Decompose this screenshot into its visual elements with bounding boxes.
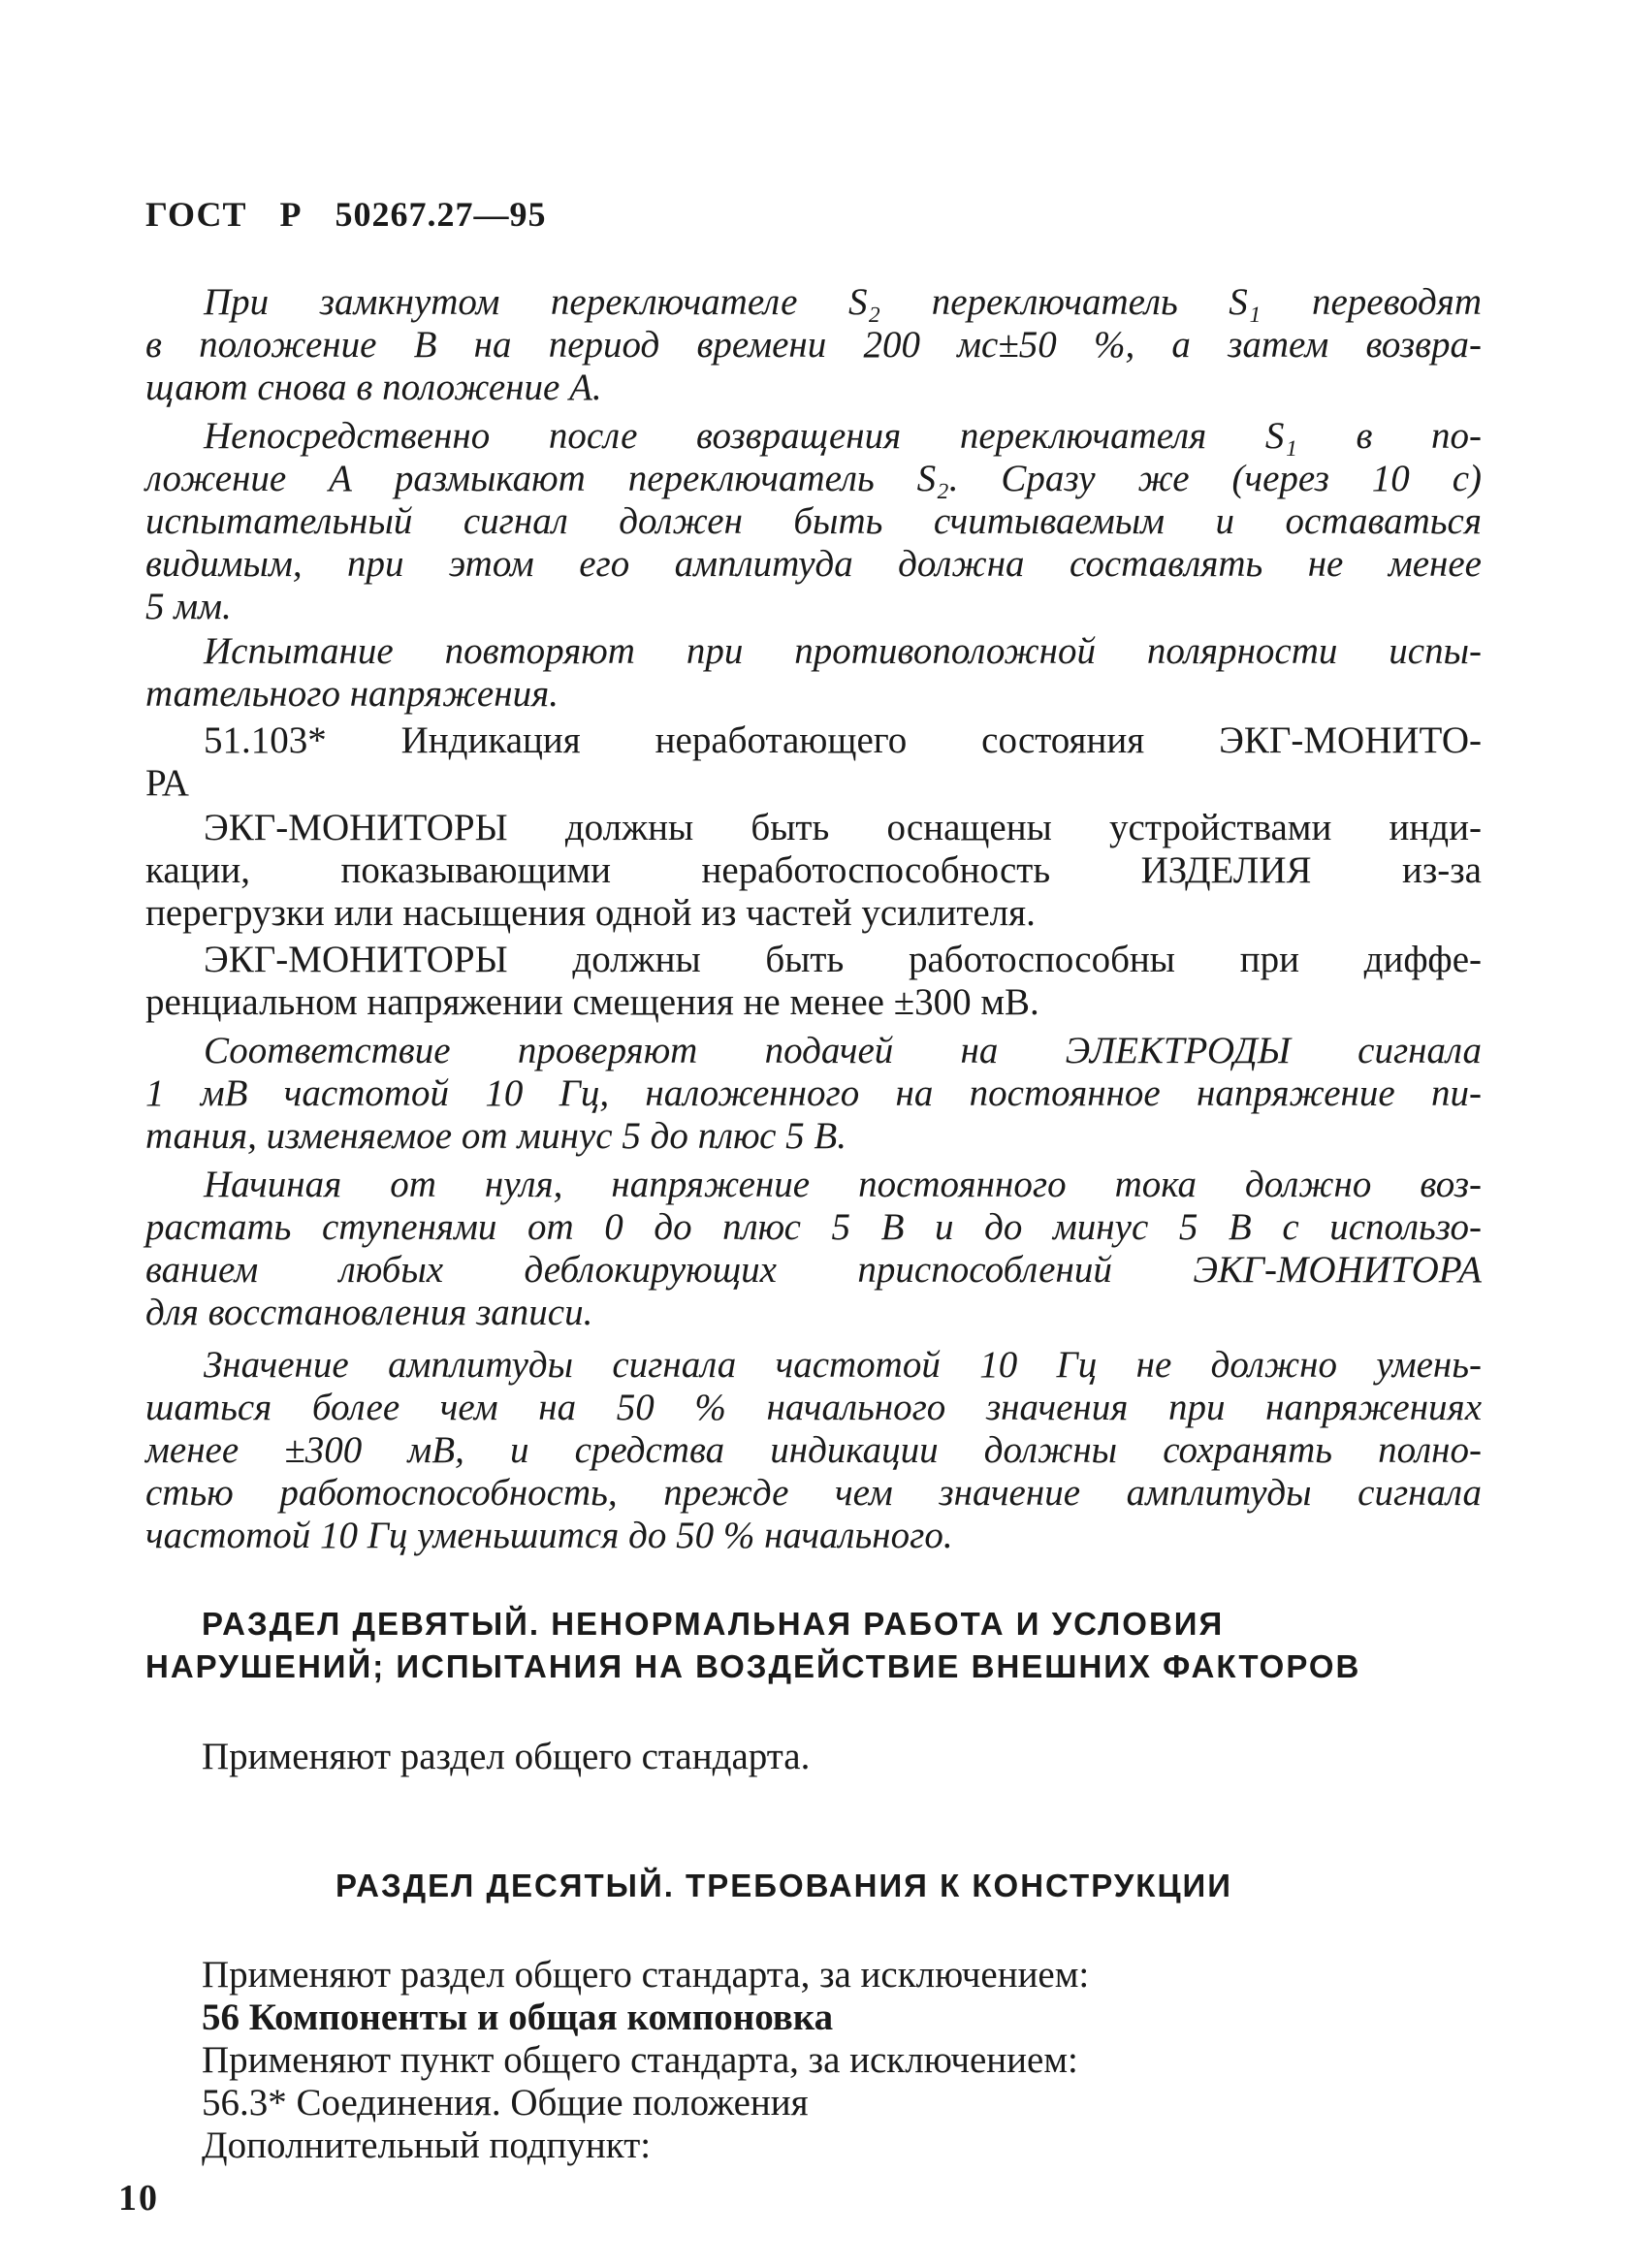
text-line: Соответствие проверяют подачей на ЭЛЕКТРОДЫ сигнала [204, 1030, 1482, 1071]
text-line: При замкнутом переключателе S₂ переключатель S₁ переводят [204, 281, 1482, 323]
paragraph-3 [145, 630, 1482, 716]
paragraph-2 [145, 415, 1482, 628]
paragraph-9 [145, 1344, 1482, 1557]
text-line: ренциальном напряжении смещения не менее ±300 мВ. [145, 981, 1039, 1023]
page-number: 10 [118, 2178, 159, 2219]
text-line: кации, показывающими неработоспособность ИЗДЕЛИЯ из-за [145, 849, 1482, 891]
text-line: 1 мВ частотой 10 Гц, наложенного на постоянное напряжение пи- [145, 1072, 1482, 1114]
text-line: ванием любых деблокирующих приспособлений ЭКГ-МОНИТОРА [145, 1249, 1482, 1291]
paragraph-6 [145, 939, 1482, 1024]
header-letter: Р [279, 195, 303, 234]
clause-56-3-heading: 56.3* Соединения. Общие положения [202, 2082, 809, 2124]
text-line: шаться более чем на 50 % начального значения при напряжениях [145, 1387, 1482, 1428]
paragraph-8 [145, 1164, 1482, 1334]
paragraph-4 [145, 719, 1482, 805]
text-line: тательного напряжения. [145, 673, 559, 715]
section-10-body [202, 1954, 1089, 2167]
paragraph-5 [145, 807, 1482, 935]
text-line: ЭКГ-МОНИТОРЫ должны быть работоспособны при диффе- [204, 939, 1482, 980]
paragraph-1 [145, 281, 1482, 409]
section-10-line: Дополнительный подпункт: [202, 2124, 652, 2166]
text-line: перегрузки или насыщения одной из частей усилителя. [145, 892, 1036, 934]
section-9-body: Применяют раздел общего стандарта. [202, 1736, 811, 1777]
section-10-title: РАЗДЕЛ ДЕСЯТЫЙ. ТРЕБОВАНИЯ К КОНСТРУКЦИИ [335, 1868, 1232, 1903]
text-line: ЭКГ-МОНИТОРЫ должны быть оснащены устройствами инди- [204, 807, 1482, 848]
text-line: в положение В на период времени 200 мс±50 %, а затем возвра- [145, 324, 1482, 366]
text-line: растать ступенями от 0 до плюс 5 В и до минус 5 В с использо- [145, 1206, 1482, 1248]
text-line: тания, изменяемое от минус 5 до плюс 5 В. [145, 1115, 846, 1157]
text-line: для восстановления записи. [145, 1292, 593, 1333]
section-9-title-line-2: НАРУШЕНИЙ; ИСПЫТАНИЯ НА ВОЗДЕЙСТВИЕ ВНЕШНИХ ФАКТОРОВ [145, 1648, 1361, 1684]
paragraph-7 [145, 1030, 1482, 1158]
section-10-line: Применяют пункт общего стандарта, за исключением: [202, 2039, 1078, 2081]
document-header [145, 194, 579, 235]
text-line: Начиная от нуля, напряжение постоянного тока должно воз- [204, 1164, 1482, 1205]
text-line: менее ±300 мВ, и средства индикации должны сохранять полно- [145, 1429, 1482, 1471]
text-line: видимым, при этом его амплитуда должна составлять не менее [145, 543, 1482, 585]
clause-56-heading: 56 Компоненты и общая компоновка [202, 1996, 834, 2038]
text-line: Испытание повторяют при противоположной полярности испы- [204, 630, 1482, 672]
text-line: 5 мм. [145, 586, 232, 627]
text-line: Непосредственно после возвращения переключателя S₁ в по- [204, 415, 1482, 457]
header-doc-type: ГОСТ [145, 195, 247, 234]
text-line: стью работоспособность, прежде чем значение амплитуды сигнала [145, 1472, 1482, 1514]
text-line: Значение амплитуды сигнала частотой 10 Гц не должно умень- [204, 1344, 1482, 1386]
text-line: щают снова в положение А. [145, 367, 602, 408]
text-line: ложение А размыкают переключатель S₂. Сразу же (через 10 с) [145, 458, 1482, 499]
header-number: 50267.27—95 [335, 195, 547, 234]
section-10-line: Применяют раздел общего стандарта, за исключением: [202, 1954, 1090, 1996]
text-line: РА [145, 762, 189, 804]
text-line: испытательный сигнал должен быть считываемым и оставаться [145, 500, 1482, 542]
text-line: 51.103* Индикация неработающего состояния ЭКГ-МОНИТО- [204, 719, 1482, 761]
text-line: частотой 10 Гц уменьшится до 50 % начального. [145, 1515, 953, 1556]
section-9-title-line-1: РАЗДЕЛ ДЕВЯТЫЙ. НЕНОРМАЛЬНАЯ РАБОТА И УСЛОВИЯ [202, 1606, 1225, 1642]
